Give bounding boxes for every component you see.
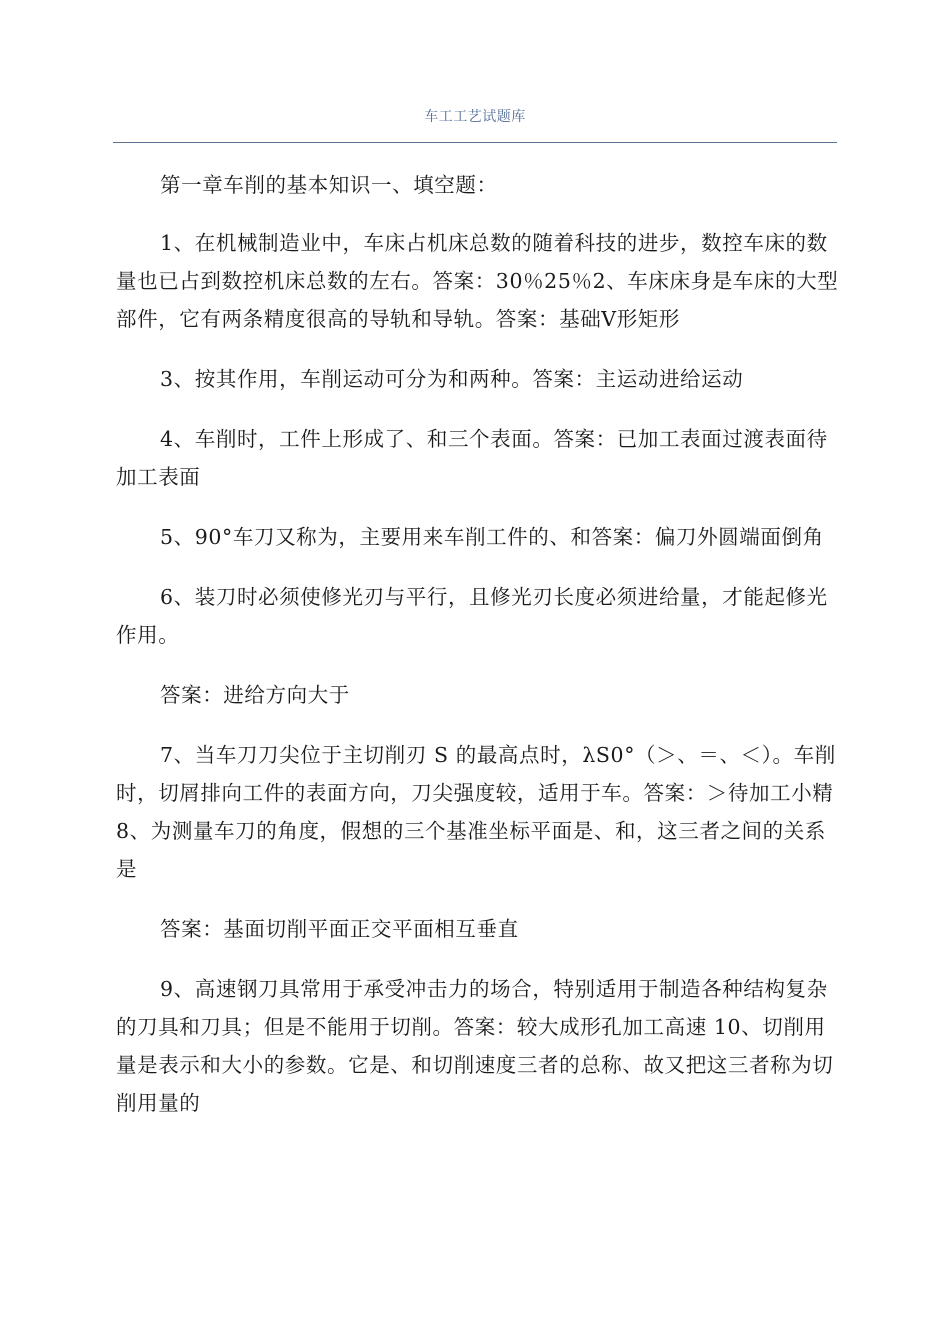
question-4: 4、车削时，工件上形成了、和三个表面。答案：已加工表面过渡表面待加工表面 [116, 427, 828, 489]
question-5: 5、90°车刀又称为，主要用来车削工件的、和答案：偏刀外圆端面倒角 [160, 525, 824, 549]
question-1-2: 1、在机械制造业中，车床占机床总数的随着科技的进步，数控车床的数量也已占到数控机床总数的左右。答案：30％25％2、车床床身是车床的大型部件，它有两条精度很高的导轨和导轨。答案：基础V形矩形 [116, 231, 839, 331]
answer-8: 答案：基面切削平面正交平面相互垂直 [160, 917, 519, 941]
question-3: 3、按其作用，车削运动可分为和两种。答案：主运动进给运动 [160, 367, 744, 391]
question-9-10: 9、高速钢刀具常用于承受冲击力的场合，特别适用于制造各种结构复杂的刀具和刀具；但是不能用于切削。答案：较大成形孔加工高速 10、切削用量是表示和大小的参数。它是、和切削速度三者的总称、故又把这三者称为切削用量的 [116, 977, 834, 1115]
question-6: 6、装刀时必须使修光刃与平行，且修光刃长度必须进给量，才能起修光作用。 [116, 585, 828, 647]
chapter-heading: 第一章车削的基本知识一、填空题： [160, 173, 498, 197]
document-title: 车工工艺试题库 [424, 109, 526, 125]
document-body [116, 166, 840, 1144]
question-7-8: 7、当车刀刀尖位于主切削刃 S 的最高点时，λS0°（＞、＝、＜）。车削时，切屑排向工件的表面方向，刀尖强度较，适用于车。答案：＞待加工小精8、为测量车刀的角度，假想的三个基准坐标平面是、和，这三者之间的关系是 [116, 743, 836, 881]
answer-6: 答案：进给方向大于 [160, 683, 350, 707]
page-header [113, 100, 837, 143]
